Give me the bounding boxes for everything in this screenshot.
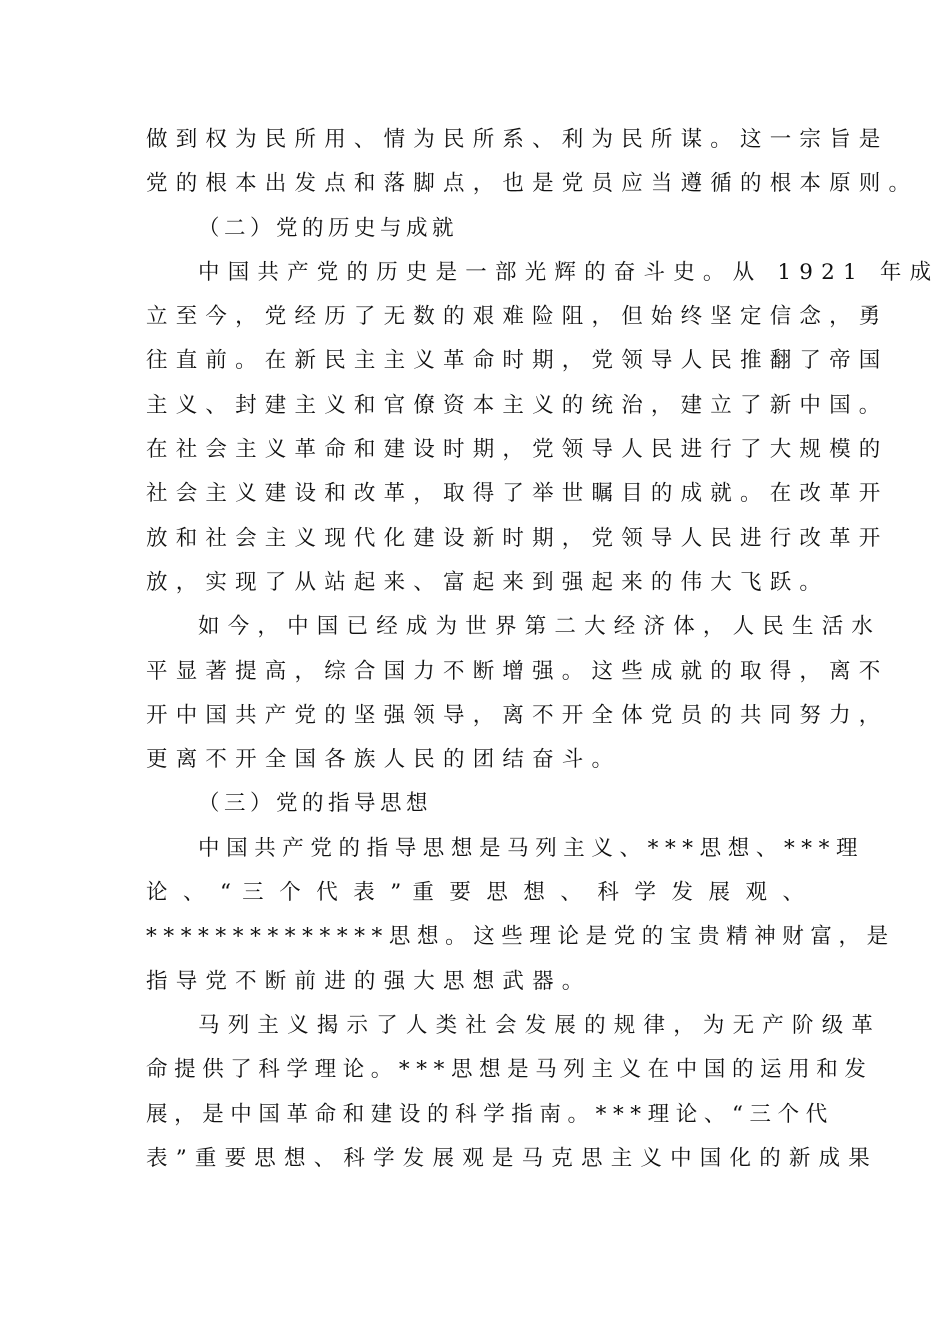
- body-line: 命提供了科学理论。***思想是马列主义在中国的运用和发: [146, 1057, 873, 1083]
- body-line: 平显著提高，综合国力不断增强。这些成就的取得，离不: [146, 658, 889, 684]
- body-line: 放和社会主义现代化建设新时期，党领导人民进行改革开: [146, 525, 889, 551]
- body-line: 放，实现了从站起来、富起来到强起来的伟大飞跃。: [146, 569, 830, 595]
- body-line: 立至今，党经历了无数的艰难险阻，但始终坚定信念，勇: [146, 304, 889, 330]
- body-line: 指导党不断前进的强大思想武器。: [146, 968, 592, 994]
- paragraph-first-line: 如今，中国已经成为世界第二大经济体，人民生活水: [198, 614, 882, 640]
- body-line: 党的根本出发点和落脚点，也是党员应当遵循的根本原则。: [146, 171, 919, 197]
- body-line: **************思想。这些理论是党的宝贵精神财富，是: [146, 924, 895, 950]
- body-line: 更离不开全国各族人民的团结奋斗。: [146, 747, 622, 773]
- body-line: 在社会主义革命和建设时期，党领导人民进行了大规模的: [146, 437, 889, 463]
- document-page: [146, 118, 940, 1181]
- body-line: 开中国共产党的坚强领导，离不开全体党员的共同努力，: [146, 702, 889, 728]
- paragraph-first-line: 中国共产党的指导思想是马列主义、***思想、***理: [198, 835, 865, 861]
- section-heading: （二）党的历史与成就: [198, 215, 459, 241]
- body-line: 社会主义建设和改革，取得了举世瞩目的成就。在改革开: [146, 481, 889, 507]
- paragraph-first-line: 中国共产党的历史是一部光辉的奋斗史。从 1921 年成: [198, 259, 940, 285]
- body-line: 做到权为民所用、情为民所系、利为民所谋。这一宗旨是: [146, 127, 889, 152]
- body-line: 展，是中国革命和建设的科学指南。***理论、“三个代: [146, 1101, 834, 1127]
- section-heading: （三）党的指导思想: [198, 791, 433, 817]
- paragraph-first-line: 马列主义揭示了人类社会发展的规律，为无产阶级革: [198, 1012, 882, 1038]
- body-line: 表”重要思想、科学发展观是马克思主义中国化的新成果: [146, 1145, 878, 1171]
- body-line: 往直前。在新民主主义革命时期，党领导人民推翻了帝国: [146, 348, 889, 374]
- body-line: 主义、封建主义和官僚资本主义的统治，建立了新中国。: [146, 392, 889, 418]
- body-line-justified: 论 、 “ 三 个 代 表 ” 重 要 思 想 、 科 学 发 展 观 、: [146, 880, 804, 906]
